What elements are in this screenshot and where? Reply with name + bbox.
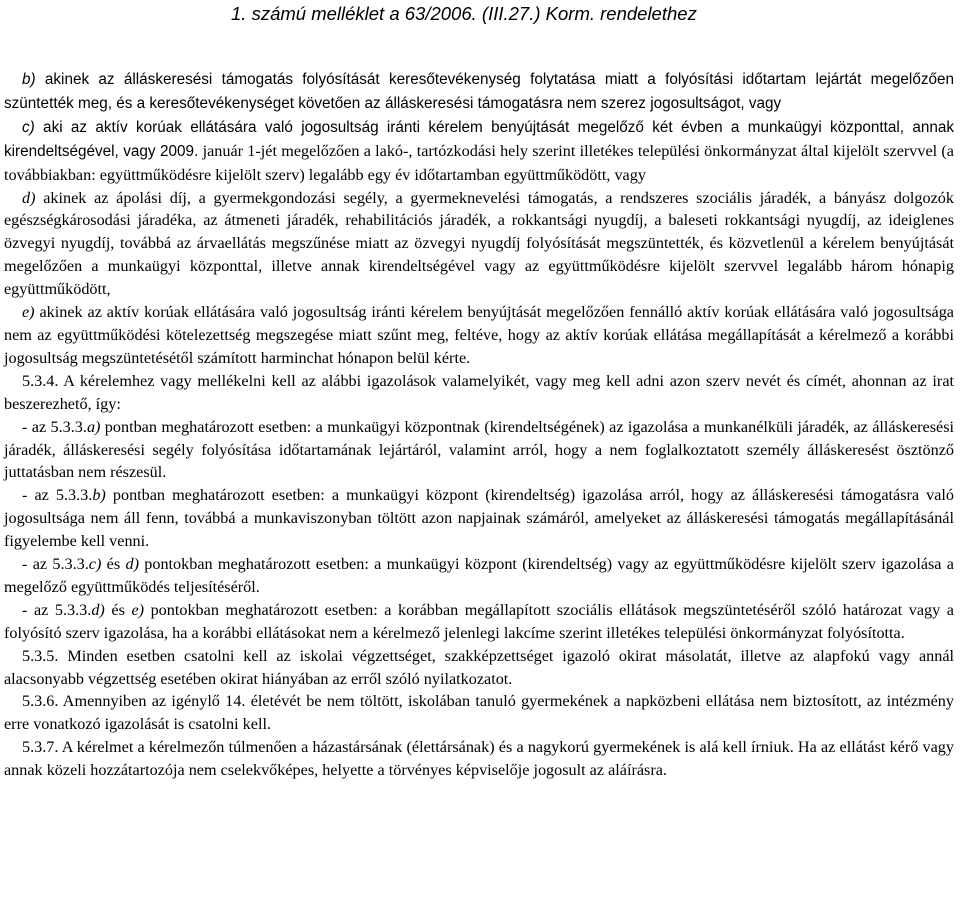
item-letter-c: c) xyxy=(22,118,35,136)
item-letter-d: d) xyxy=(22,188,36,207)
list-item-c-ref2: d) xyxy=(125,555,139,574)
list-item-a-ref: a) xyxy=(86,417,101,436)
list-item-d-ref: d) xyxy=(91,600,105,619)
document-body xyxy=(4,68,954,782)
list-item-b-ref: b) xyxy=(92,486,106,505)
paragraph-d-text: akinek az ápolási díj, a gyermekgondozási segély, a gyermeknevelési támogatás, a rendszeres szociális járadék, a bányász dolgozók egészségkárosodási járadéka, az átmeneti járadék, rehabilitációs járadék, a rokkantsági nyugdíj, a baleseti rokkantsági nyugdíj, az ideiglenes özvegyi nyugdíj, továbbá az árvaellátás megszűnése miatt az özvegyi nyugdíj folyósítását megszüntették, és közvetlenül a kérelem benyújtását megelőzően a munkaügyi központtal, illetve annak kirendeltségével vagy az együttműködésre kijelölt szervvel legalább három hónapig együttműködött, xyxy=(4,188,954,299)
list-item-b-text: pontban meghatározott esetben: a munkaügyi központ (kirendeltség) igazolása arról, hogy az álláskeresési támogatásra való jogosultsága nem áll fenn, továbbá a munkaviszonyban töltött azon napjainak számáról, amelyeket az álláskeresési támogatás megállapításánál figyelembe kell venni. xyxy=(4,486,955,551)
list-item-a xyxy=(4,416,954,485)
list-item-a-prefix: - az 5.3.3. xyxy=(22,417,87,436)
paragraph-b xyxy=(4,68,954,116)
list-item-c-and: és xyxy=(101,555,126,574)
paragraph-e-text: akinek az aktív korúak ellátására való jogosultság iránti kérelem benyújtását megelőzően fennálló aktív korúak ellátására való jogosultsága nem az együttműködési kötelezettség megszegése miatt szűnt meg, feltéve, hogy az aktív korúak ellátása megállapítását a kérelmező a korábbi jogosultság megszüntetésétől számított harminchat hónapon belül kérte. xyxy=(4,303,954,367)
paragraph-5-3-4: 5.3.4. A kérelemhez vagy mellékelni kell az alábbi igazolások valamelyikét, vagy meg kell adni azon szerv nevét és címét, ahonnan az irat beszerezhető, így: xyxy=(4,371,954,413)
paragraph-c-text-2: január 1-jét megelőzően a lakó-, tartózkodási hely szerint illetékes települési önkormányzat által kijelölt szervvel (a továbbiakban: együttműködésre kijelölt szerv) legalább egy év időtartamban együttműködött, vagy xyxy=(4,141,954,184)
paragraph-5-3-5: 5.3.5. Minden esetben csatolni kell az iskolai végzettséget, szakképzettséget igazoló okirat másolatát, illetve az alapfokú vagy annál alacsonyabb végzettség esetében okirat hiányában az erről szóló nyilatkozatot. xyxy=(4,646,954,688)
list-item-b xyxy=(4,484,954,553)
list-item-d-text: pontokban meghatározott esetben: a korábban megállapított szociális ellátások megszüntetéséről szóló határozat vagy a folyósító szerv igazolása, ha a korábbi ellátásokat nem a kérelmező jelenlegi lakcíme szerint illetékes települési önkormányzat folyósította. xyxy=(4,600,954,642)
list-item-c-text: pontokban meghatározott esetben: a munkaügyi központ (kirendeltség) vagy az együttműködésre kijelölt szerv igazolása a megelőző együttműködés teljesítéséről. xyxy=(4,555,954,596)
paragraph-d xyxy=(4,187,954,302)
list-item-d-ref2: e) xyxy=(131,600,145,619)
paragraph-c xyxy=(4,116,954,187)
paragraph-c-text-1: aki az aktív korúak ellátására való jogosultság iránti kérelem benyújtását megelőző két évben a munkaügyi központtal, annak kirendeltségével, vagy 2009. xyxy=(4,118,954,160)
paragraph-e xyxy=(4,301,954,370)
list-item-d xyxy=(4,599,954,645)
list-item-a-text: pontban meghatározott esetben: a munkaügyi központnak (kirendeltségének) az igazolása a munkanélküli járadék, az álláskeresési járadék, álláskeresési segély folyósítása időtartamának lejártáról, valamint arról, hogy a nem foglalkoztatott személy álláskeresést ösztönző juttatásban nem részesül. xyxy=(4,417,955,482)
item-letter-b: b) xyxy=(22,71,36,88)
list-item-d-prefix: - az 5.3.3. xyxy=(22,600,92,619)
paragraph-5-3-7: 5.3.7. A kérelmet a kérelmezőn túlmenően a házastársának (élettársának) és a nagykorú gyermekének is alá kell írniuk. Ha az ellátást kérő vagy annak közeli hozzátartozója nem cselekvőképes, helyette a törvényes képviselője jogosult az aláírásra. xyxy=(4,738,954,780)
list-item-d-and: és xyxy=(104,600,132,619)
list-item-c xyxy=(4,553,954,599)
paragraph-5-3-6: 5.3.6. Amennyiben az igénylő 14. életévét be nem töltött, iskolában tanuló gyermekének a napközbeni ellátása nem biztosított, az intézmény erre vonatkozó igazolását is csatolni kell. xyxy=(4,692,954,734)
list-item-c-ref: c) xyxy=(88,555,102,574)
list-item-c-prefix: - az 5.3.3. xyxy=(22,555,89,574)
paragraph-b-text: akinek az álláskeresési támogatás folyósítását keresőtevékenység folytatása miatt a folyósítási időtartam lejártát megelőzően szüntették meg, és a keresőtevékenységet követően az álláskeresési támogatásra nem szerez jogosultságot, vagy xyxy=(4,71,954,112)
list-item-b-prefix: - az 5.3.3. xyxy=(22,486,93,505)
document-header: 1. számú melléklet a 63/2006. (III.27.) Korm. rendelethez xyxy=(231,3,697,24)
item-letter-e: e) xyxy=(22,303,35,322)
